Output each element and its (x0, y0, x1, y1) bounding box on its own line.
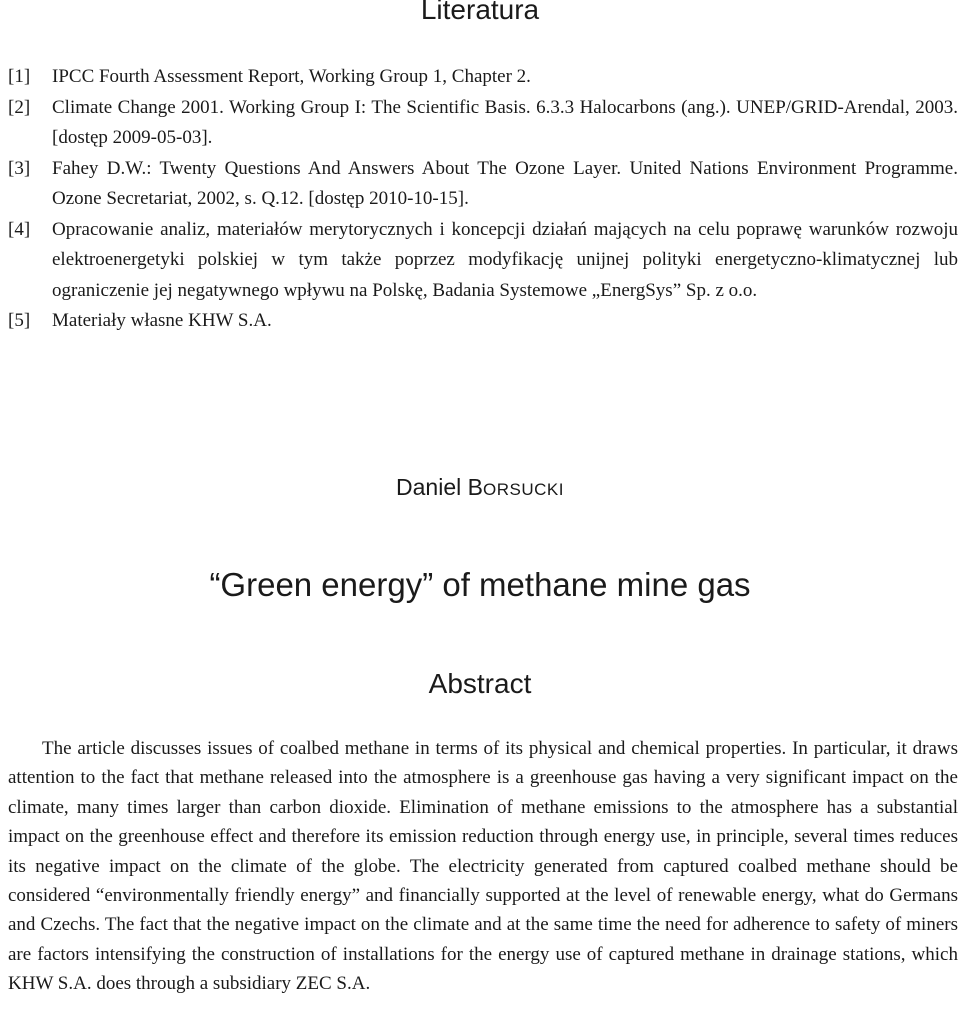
abstract-text: The article discusses issues of coalbed methane in terms of its physical and chemical properties. In particular, it draws attention to the fact that methane released into the atmosphere is a greenhouse gas having a very significant impact on the climate, many times larger than carbon dioxide. Elimination of methane emissions to the atmosphere has a substantial impact on the greenhouse effect and therefore its emission reduction through energy use, in principle, several times reduces its negative impact on the climate of the globe. The electricity generated from captured coalbed methane should be considered “environmentally friendly energy” and financially supported at the level of renewable energy, what do Germans and Czechs. The fact that the negative impact on the climate and at the same time the need for adherence to safety of miners are factors intensifying the construction of installations for the energy use of captured methane in drainage stations, which KHW S.A. does through a subsidiary ZEC S.A. (8, 738, 958, 995)
reference-item (8, 215, 958, 307)
author-last-rest: ORSUCKI (482, 480, 564, 499)
author-first-name: Daniel (396, 474, 462, 500)
author-name (0, 474, 960, 501)
reference-item (8, 306, 958, 337)
reference-number: [5] (8, 310, 31, 331)
reference-item (8, 93, 958, 154)
literature-heading: Literatura (420, 0, 540, 25)
reference-number: [4] (8, 218, 31, 240)
author-last-initial: B (467, 474, 483, 500)
reference-text: Fahey D.W.: Twenty Questions And Answers About The Ozone Layer. United Nations Environment Programme. Ozone Secretariat, 2002, s. Q.12. [dostęp 2010-10-15]. (52, 157, 958, 209)
paper-title: “Green energy” of methane mine gas (209, 566, 751, 603)
reference-item (8, 154, 958, 215)
reference-number: [3] (8, 157, 31, 179)
reference-item (8, 62, 958, 93)
reference-text: Climate Change 2001. Working Group I: The Scientific Basis. 6.3.3 Halocarbons (ang.). UNEP/GRID-Arendal, 2003. [dostęp 2009-05-03]. (52, 96, 958, 148)
reference-list (8, 62, 958, 337)
reference-number: [1] (8, 66, 31, 87)
reference-text: IPCC Fourth Assessment Report, Working Group 1, Chapter 2. (52, 66, 531, 87)
reference-text: Opracowanie analiz, materiałów merytorycznych i koncepcji działań mających na celu poprawę warunków rozwoju elektroenergetyki polskiej w tym także poprzez modyfikację unijnej polityki energetyczno-klimatycznej lub ograniczenie jej negatywnego wpływu na Polskę, Badania Systemowe „EnergSys” Sp. z o.o. (52, 218, 958, 301)
reference-number: [2] (8, 96, 31, 118)
abstract-heading: Abstract (428, 668, 532, 699)
reference-text: Materiały własne KHW S.A. (52, 310, 272, 331)
